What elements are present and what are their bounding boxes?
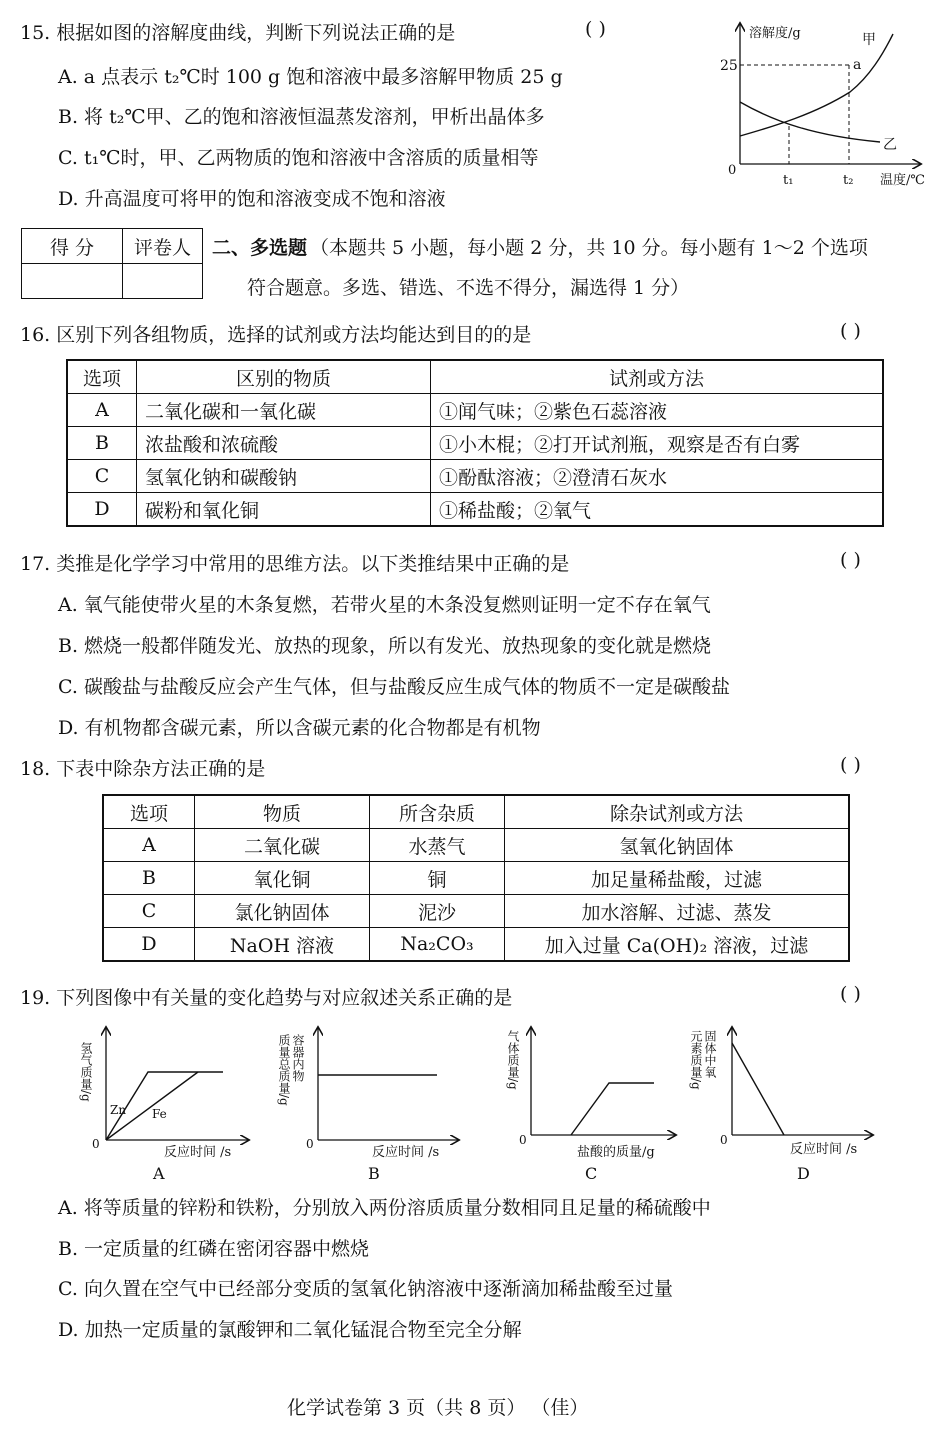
table-row bbox=[103, 895, 849, 928]
reviewer-cell[interactable] bbox=[123, 264, 203, 299]
table-cell: 水蒸气 bbox=[370, 829, 505, 862]
graph-b bbox=[277, 1022, 460, 1187]
graph-d-ylabel-2: 固体中氧 bbox=[703, 1030, 717, 1078]
graph-b-caption: B bbox=[368, 1164, 380, 1183]
graph15-ylabel: 溶解度/g bbox=[749, 26, 801, 41]
table-cell: 二氧化碳和一氧化碳 bbox=[137, 394, 431, 427]
graph15-tick-25: 25 bbox=[720, 58, 738, 74]
q18-table bbox=[102, 794, 850, 962]
curve-jia bbox=[740, 34, 893, 136]
q19-option-d: D. 加热一定质量的氯酸钾和二氧化锰混合物至完全分解 bbox=[58, 1319, 522, 1341]
score-cell[interactable] bbox=[22, 264, 123, 299]
table-header: 所含杂质 bbox=[370, 795, 505, 829]
table-cell: 泥沙 bbox=[370, 895, 505, 928]
table-cell: C bbox=[67, 460, 137, 493]
q16-stem: 16. 区别下列各组物质，选择的试剂或方法均能达到目的的是 bbox=[20, 324, 532, 346]
table-cell: 加入过量 Ca(OH)₂ 溶液，过滤 bbox=[505, 928, 850, 962]
solubility-curve-graph bbox=[715, 14, 935, 194]
table-cell: 氢氧化钠和碳酸钠 bbox=[137, 460, 431, 493]
q15-option-d: D. 升高温度可将甲的饱和溶液变成不饱和溶液 bbox=[58, 188, 446, 210]
graph-b-ylabel-1: 质量总质量/g bbox=[277, 1034, 291, 1106]
table-row bbox=[103, 862, 849, 895]
score-label: 得 分 bbox=[22, 229, 123, 264]
graph-a-xlabel: 反应时间 /s bbox=[164, 1145, 232, 1160]
q17-option-b: B. 燃烧一般都伴随发光、放热的现象，所以有发光、放热现象的变化就是燃烧 bbox=[58, 635, 712, 657]
q15-option-b: B. 将 t₂℃甲、乙的饱和溶液恒温蒸发溶剂，甲析出晶体多 bbox=[58, 106, 545, 128]
page-footer: 化学试卷第 3 页（共 8 页） （佳） bbox=[287, 1397, 589, 1419]
q18-answer-paren: ( ) bbox=[840, 754, 861, 776]
q19-option-c: C. 向久置在空气中已经部分变质的氢氧化钠溶液中逐渐滴加稀盐酸至过量 bbox=[58, 1278, 673, 1300]
table-cell: ①闻气味；②紫色石蕊溶液 bbox=[431, 394, 884, 427]
graph-a-ylabel: 氢气质量/g bbox=[79, 1042, 93, 1102]
q17-option-d: D. 有机物都含碳元素，所以含碳元素的化合物都是有机物 bbox=[58, 717, 541, 739]
q19-option-b: B. 一定质量的红磷在密闭容器中燃烧 bbox=[58, 1238, 370, 1260]
q19-answer-paren: ( ) bbox=[840, 983, 861, 1005]
graph15-point-a: a bbox=[853, 57, 862, 73]
table-row bbox=[67, 460, 883, 493]
q16-answer-paren: ( ) bbox=[840, 320, 861, 342]
graph-a-caption: A bbox=[153, 1164, 165, 1183]
q17-option-a: A. 氧气能使带火星的木条复燃，若带火星的木条没复燃则证明一定不存在氧气 bbox=[58, 594, 711, 616]
table-cell: NaOH 溶液 bbox=[195, 928, 370, 962]
table-row bbox=[67, 427, 883, 460]
graph-d-xlabel: 反应时间 /s bbox=[790, 1142, 858, 1157]
graph-b-ylabel-2: 容器内物 bbox=[291, 1034, 305, 1082]
table-header: 物质 bbox=[195, 795, 370, 829]
table-cell: D bbox=[67, 493, 137, 527]
table-cell: 加水溶解、过滤、蒸发 bbox=[505, 895, 850, 928]
graph15-t1: t₁ bbox=[783, 173, 794, 188]
table-cell: 浓盐酸和浓硫酸 bbox=[137, 427, 431, 460]
graph-b-origin: 0 bbox=[306, 1137, 314, 1151]
table-header: 除杂试剂或方法 bbox=[505, 795, 850, 829]
graph-c bbox=[505, 1022, 685, 1187]
table-cell: 铜 bbox=[370, 862, 505, 895]
table-cell: ①小木棍；②打开试剂瓶，观察是否有白雾 bbox=[431, 427, 884, 460]
q15-option-a: A. a 点表示 t₂℃时 100 g 饱和溶液中最多溶解甲物质 25 g bbox=[58, 66, 563, 88]
score-box bbox=[21, 228, 203, 299]
graph-d-origin: 0 bbox=[720, 1133, 728, 1147]
graph-b-xlabel: 反应时间 /s bbox=[372, 1145, 440, 1160]
table-cell: 氢氧化钠固体 bbox=[505, 829, 850, 862]
table-cell: 二氧化碳 bbox=[195, 829, 370, 862]
graph-d-ylabel-1: 元素质量/g bbox=[689, 1030, 703, 1090]
graph-a bbox=[78, 1022, 258, 1187]
q17-answer-paren: ( ) bbox=[840, 549, 861, 571]
table-cell: A bbox=[103, 829, 195, 862]
table-row bbox=[103, 829, 849, 862]
graph-d-caption: D bbox=[797, 1164, 810, 1183]
graph-c-xlabel: 盐酸的质量/g bbox=[577, 1145, 655, 1160]
section2-desc-line2: 符合题意。多选、错选、不选不得分，漏选得 1 分） bbox=[247, 277, 690, 299]
q17-stem: 17. 类推是化学学习中常用的思维方法。以下类推结果中正确的是 bbox=[20, 553, 570, 575]
graph15-label-yi: 乙 bbox=[883, 137, 897, 153]
table-cell: ①稀盐酸；②氧气 bbox=[431, 493, 884, 527]
table-cell: 氯化钠固体 bbox=[195, 895, 370, 928]
table-row bbox=[67, 493, 883, 527]
table-header: 选项 bbox=[67, 360, 137, 394]
graph-a-zn: Zn bbox=[110, 1103, 127, 1117]
section2-desc-line1: （本题共 5 小题，每小题 2 分，共 10 分。每小题有 1～2 个选项 bbox=[310, 237, 868, 259]
table-cell: B bbox=[67, 427, 137, 460]
table-cell: A bbox=[67, 394, 137, 427]
table-cell: 氧化铜 bbox=[195, 862, 370, 895]
table-header: 选项 bbox=[103, 795, 195, 829]
curve-yi bbox=[740, 102, 880, 142]
q17-option-c: C. 碳酸盐与盐酸反应会产生气体，但与盐酸反应生成气体的物质不一定是碳酸盐 bbox=[58, 676, 730, 698]
q19-option-a: A. 将等质量的锌粉和铁粉，分别放入两份溶质质量分数相同且足量的稀硫酸中 bbox=[58, 1197, 711, 1219]
table-cell: B bbox=[103, 862, 195, 895]
table-cell: D bbox=[103, 928, 195, 962]
reviewer-label: 评卷人 bbox=[123, 229, 203, 264]
graph-a-origin: 0 bbox=[92, 1137, 100, 1151]
graph15-origin: 0 bbox=[728, 163, 737, 178]
table-header: 区别的物质 bbox=[137, 360, 431, 394]
table-row bbox=[103, 928, 849, 962]
table-header-row bbox=[67, 360, 883, 394]
graph15-xlabel: 温度/℃ bbox=[880, 173, 925, 188]
table-header-row bbox=[103, 795, 849, 829]
table-row bbox=[67, 394, 883, 427]
section2-title: 二、多选题 bbox=[212, 237, 308, 259]
table-header: 试剂或方法 bbox=[431, 360, 884, 394]
table-cell: 加足量稀盐酸，过滤 bbox=[505, 862, 850, 895]
q15-option-c: C. t₁℃时，甲、乙两物质的饱和溶液中含溶质的质量相等 bbox=[58, 147, 539, 169]
graph-c-origin: 0 bbox=[519, 1133, 527, 1147]
q18-stem: 18. 下表中除杂方法正确的是 bbox=[20, 758, 266, 780]
graph-a-fe: Fe bbox=[152, 1107, 167, 1121]
table-cell: Na₂CO₃ bbox=[370, 928, 505, 962]
table-cell: ①酚酞溶液；②澄清石灰水 bbox=[431, 460, 884, 493]
q15-stem: 15. 根据如图的溶解度曲线，判断下列说法正确的是 bbox=[20, 22, 456, 44]
graph15-t2: t₂ bbox=[843, 173, 854, 188]
table-cell: 碳粉和氧化铜 bbox=[137, 493, 431, 527]
q15-answer-paren: ( ) bbox=[585, 18, 606, 40]
graph-c-caption: C bbox=[585, 1164, 598, 1183]
q19-stem: 19. 下列图像中有关量的变化趋势与对应叙述关系正确的是 bbox=[20, 987, 513, 1009]
q16-table bbox=[66, 359, 884, 527]
graph15-label-jia: 甲 bbox=[862, 32, 876, 48]
table-cell: C bbox=[103, 895, 195, 928]
graph-c-ylabel: 气体质量/g bbox=[506, 1030, 520, 1090]
graph-d bbox=[690, 1022, 880, 1187]
